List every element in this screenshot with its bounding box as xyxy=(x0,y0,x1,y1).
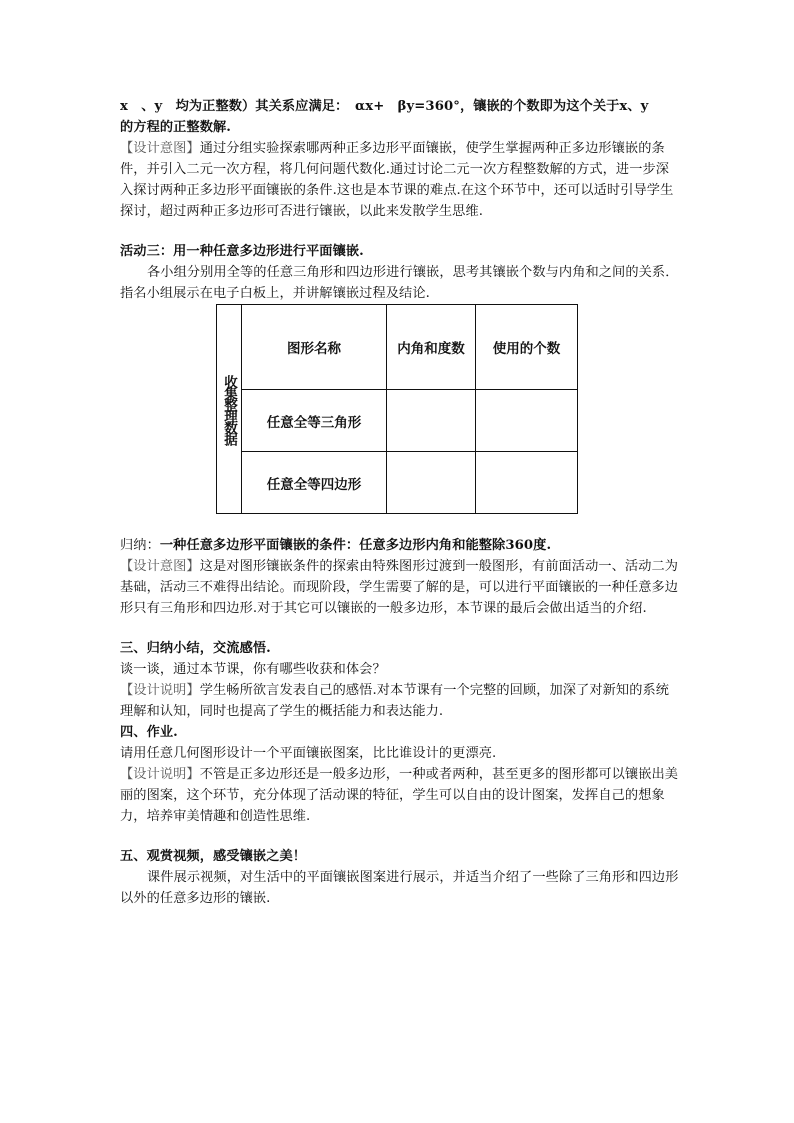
table-header-count: 使用的个数 xyxy=(476,305,578,390)
design-intent-label: 【设计意图】 xyxy=(120,141,200,156)
table-header-name: 图形名称 xyxy=(242,305,387,390)
table-cell-angle-sum xyxy=(387,452,476,514)
section3-text: 学生畅所欲言发表自己的感悟.对本节课有一个完整的回顾，加深了对新知的系统理解和认知，同时也提高了学生的概括能力和表达能力. xyxy=(120,683,670,719)
table-cell-count xyxy=(476,452,578,514)
activity3-text: 各小组分别用全等的任意三角形和四边形进行镶嵌，思考其镶嵌个数与内角和之间的关系．指名小组展示在电子白板上，并讲解镶嵌过程及结论. xyxy=(120,265,679,301)
activity3-title: 活动三：用一种任意多边形进行平面镶嵌. xyxy=(120,244,364,259)
section3-note xyxy=(120,680,680,722)
section3-question: 谈一谈，通过本节课，你有哪些收获和体会？ xyxy=(120,662,386,677)
section4-note xyxy=(120,764,680,827)
section4-label: 【设计说明】 xyxy=(120,767,200,782)
table-cell-shape: 任意全等三角形 xyxy=(242,390,387,452)
table-side-label: 收集整理数据 xyxy=(217,305,242,514)
table-cell-count xyxy=(476,390,578,452)
table-row xyxy=(217,452,578,514)
section3-title: 三、归纳小结，交流感悟. xyxy=(120,641,271,656)
data-table xyxy=(216,304,578,514)
section5-title: 五、观赏视频，感受镶嵌之美！ xyxy=(120,849,307,864)
section4-text: 不管是正多边形还是一般多边形，一种或者两种，甚至更多的图形都可以镶嵌出美丽的图案，这个环节，充分体现了活动课的特征，学生可以自由的设计图案，发挥自己的想象力，培养审美情趣和创造性思维. xyxy=(120,767,679,824)
intro-line-2: 的方程的正整数解. xyxy=(120,120,231,135)
design-intent-2 xyxy=(120,556,680,619)
design-intent-2-text: 这是对图形镶嵌条件的探索由特殊图形过渡到一般图形，有前面活动一、活动二为基础，活动三不难得出结论。而现阶段，学生需要了解的是，可以进行平面镶嵌的一种任意多边形只有三角形和四边形.对于其它可以镶嵌的一般多边形，本节课的最后会做出适当的介绍. xyxy=(120,559,679,616)
design-intent-1 xyxy=(120,138,680,222)
section5-text: 课件展示视频，对生活中的平面镶嵌图案进行展示，并适当介绍了一些除了三角形和四边形以外的任意多边形的镶嵌. xyxy=(120,870,679,906)
section4-title: 四、作业. xyxy=(120,725,178,740)
summary xyxy=(120,535,680,556)
design-intent-text: 通过分组实验探索哪两种正多边形平面镶嵌，使学生掌握两种正多边形镶嵌的条件，并引入二元一次方程，将几何问题代数化.通过讨论二元一次方程整数解的方式，进一步深入探讨两种正多边形平面镶嵌的条件.这也是本节课的难点.在这个环节中，还可以适时引导学生探讨，超过两种正多边形可否进行镶嵌，以此来发散学生思维. xyxy=(120,141,674,219)
table-header-angle-sum: 内角和度数 xyxy=(387,305,476,390)
section3-label: 【设计说明】 xyxy=(120,683,200,698)
table-row xyxy=(217,390,578,452)
design-intent-2-label: 【设计意图】 xyxy=(120,559,200,574)
table-cell-shape: 任意全等四边形 xyxy=(242,452,387,514)
summary-text: 一种任意多边形平面镶嵌的条件：任意多边形内角和能整除360度. xyxy=(159,538,552,553)
section4-task: 请用任意几何图形设计一个平面镶嵌图案，比比谁设计的更漂亮. xyxy=(120,746,497,761)
intro-line-1: x 、y 均为正整数）其关系应满足： αx+ βy=360°，镶嵌的个数即为这个关于x、y xyxy=(120,99,649,114)
table-cell-angle-sum xyxy=(387,390,476,452)
summary-prefix: 归纳： xyxy=(120,538,160,553)
